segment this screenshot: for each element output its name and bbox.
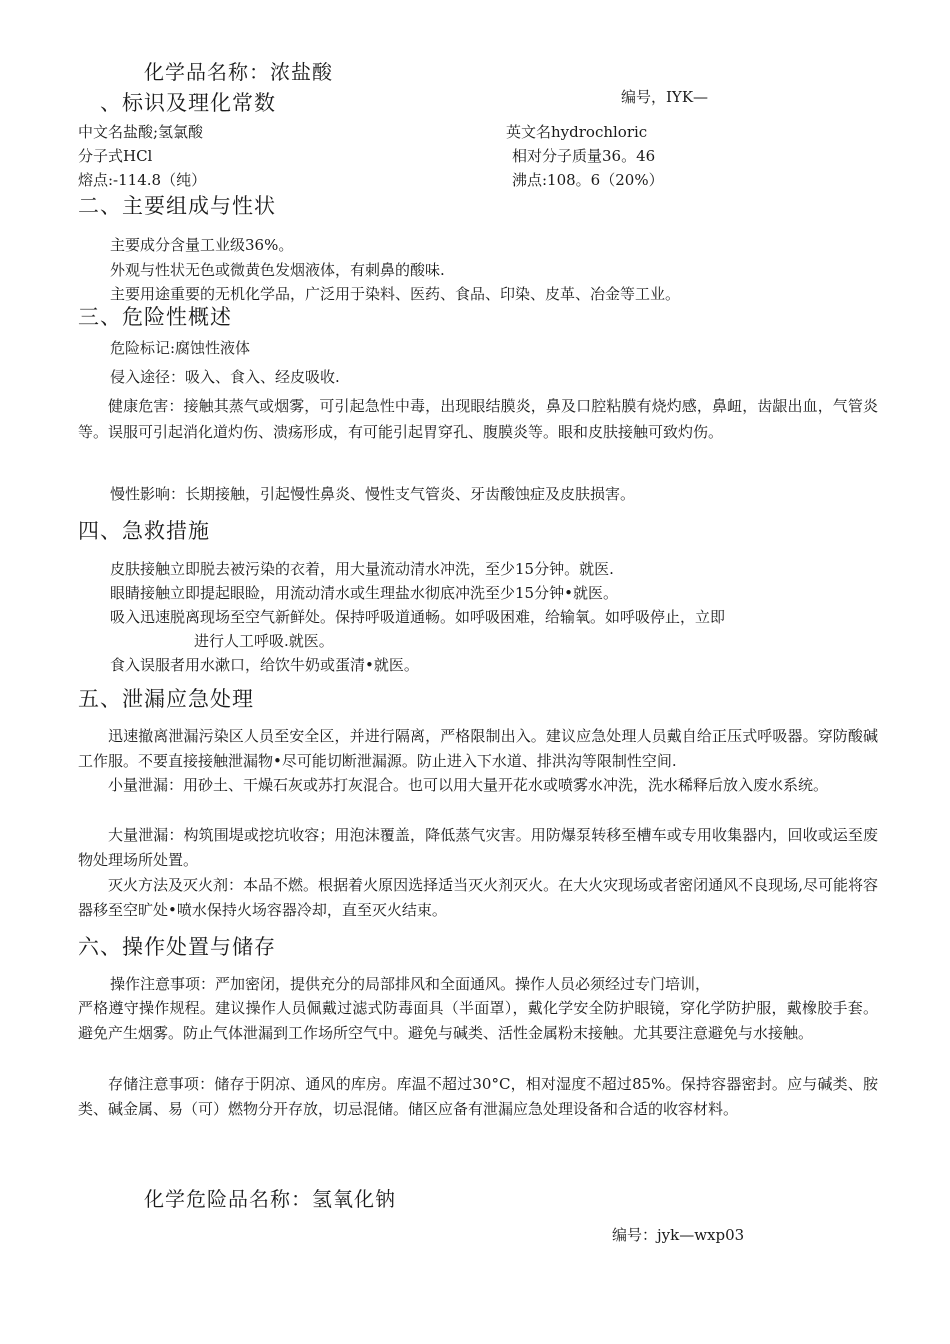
chronic-effect: 慢性影响：长期接触，引起慢性鼻炎、慢性支气管炎、牙齿酸蚀症及皮肤损害。 bbox=[110, 485, 636, 503]
handling-lead: 操作注意事项：严加密闭，提供充分的局部排风和全面通风。操作人员必须经过专门培训， bbox=[110, 975, 711, 993]
en-name: 英文名hydrochloric bbox=[506, 123, 648, 141]
first-aid-inhale-cont: 进行人工呼吸.就医。 bbox=[194, 632, 334, 650]
entry-route: 侵入途径：吸入、食入、经皮吸收. bbox=[110, 368, 340, 386]
melting-point: 熔点:-114.8（纯） bbox=[78, 171, 207, 189]
storage-paragraph: 存储注意事项：储存于阴凉、通风的库房。库温不超过30°C，相对湿度不超过85%。保持容器密封。应与碱类、胺类、碱金属、易（可）燃物分开存放，切忌混储。储区应备有泄漏应急处理设备和合适的收容材料。 bbox=[78, 1075, 878, 1118]
first-aid-ingest: 食入误服者用水漱口，给饮牛奶或蛋清•就医。 bbox=[110, 656, 419, 674]
molecular-weight: 相对分子质量36。46 bbox=[512, 147, 656, 165]
sec2-line: 主要成分含量工业级36%。 bbox=[110, 236, 294, 254]
boiling-point: 沸点:108。6（20%） bbox=[512, 171, 664, 189]
doc2-code: 编号：jyk—wxp03 bbox=[612, 1226, 745, 1244]
small-leak-paragraph: 小量泄漏：用砂土、干燥石灰或苏打灰混合。也可以用大量开花水或喷雾水冲洗，洗水稀释后放入废水系统。 bbox=[108, 776, 829, 794]
sec2-line: 外观与性状无色或微黄色发烟液体，有刺鼻的酸味. bbox=[110, 261, 445, 279]
fire-fighting-paragraph: 灭火方法及灭火剂：本品不燃。根据着火原因选择适当灭火剂灭火。在大火灾现场或者密闭通风不良现场,尽可能将容器移至空旷处•喷水保持火场容器冷却，直至灭火结束。 bbox=[78, 876, 878, 919]
large-leak-paragraph: 大量泄漏：构筑围堤或挖坑收容；用泡沫覆盖，降低蒸气灾害。用防爆泵转移至槽车或专用收集器内，回收或运至废物处理场所处置。 bbox=[78, 826, 878, 869]
section-4-heading: 四、急救措施 bbox=[78, 519, 210, 543]
section-6-heading: 六、操作处置与储存 bbox=[78, 935, 276, 959]
first-aid-inhale: 吸入迅速脱离现场至空气新鲜处。保持呼吸道通畅。如呼吸困难，给输氧。如呼吸停止，立即 bbox=[110, 608, 726, 626]
doc-code: 编号，IYK— bbox=[621, 88, 709, 106]
cn-name: 中文名盐酸;氢氯酸 bbox=[78, 123, 204, 141]
doc2-title: 化学危险品名称：氢氧化钠 bbox=[144, 1187, 396, 1211]
formula: 分子式HCl bbox=[78, 147, 153, 165]
section-3-heading: 三、危险性概述 bbox=[78, 305, 232, 329]
doc-title: 化学品名称：浓盐酸 bbox=[144, 60, 333, 84]
section-5-heading: 五、泄漏应急处理 bbox=[78, 687, 254, 711]
section-2-heading: 二、主要组成与性状 bbox=[78, 194, 276, 218]
leak-paragraph: 迅速撤离泄漏污染区人员至安全区，并进行隔离，严格限制出入。建议应急处理人员戴自给正压式呼吸器。穿防酸碱工作服。不要直接接触泄漏物•尽可能切断泄漏源。防止进入下水道、排洪沟等限制性空间. bbox=[78, 727, 878, 770]
first-aid-skin: 皮肤接触立即脱去被污染的衣着，用大量流动清水冲洗，至少15分钟。就医. bbox=[110, 560, 614, 578]
health-hazard: 健康危害：接触其蒸气或烟雾，可引起急性中毒，出现眼结膜炎，鼻及口腔粘膜有烧灼感，鼻衄，齿龈出血，气管炎等。误服可引起消化道灼伤、溃疡形成，有可能引起胃穿孔、腹膜炎等。眼和皮肤接触可致灼伤。 bbox=[78, 397, 878, 441]
section-1-heading: 、标识及理化常数 bbox=[100, 91, 276, 115]
handling-paragraph: 严格遵守操作规程。建议操作人员佩戴过滤式防毒面具（半面罩），戴化学安全防护眼镜，穿化学防护服，戴橡胶手套。避免产生烟雾。防止气体泄漏到工作场所空气中。避免与碱类、活性金属粉末接触。尤其要注意避免与水接触。 bbox=[78, 999, 878, 1042]
first-aid-eye: 眼睛接触立即提起眼睑，用流动清水或生理盐水彻底冲洗至少15分钟•就医。 bbox=[110, 584, 618, 602]
hazard-mark: 危险标记:腐蚀性液体 bbox=[110, 339, 251, 357]
sec2-line: 主要用途重要的无机化学品，广泛用于染料、医药、食品、印染、皮革、冶金等工业。 bbox=[110, 285, 681, 303]
